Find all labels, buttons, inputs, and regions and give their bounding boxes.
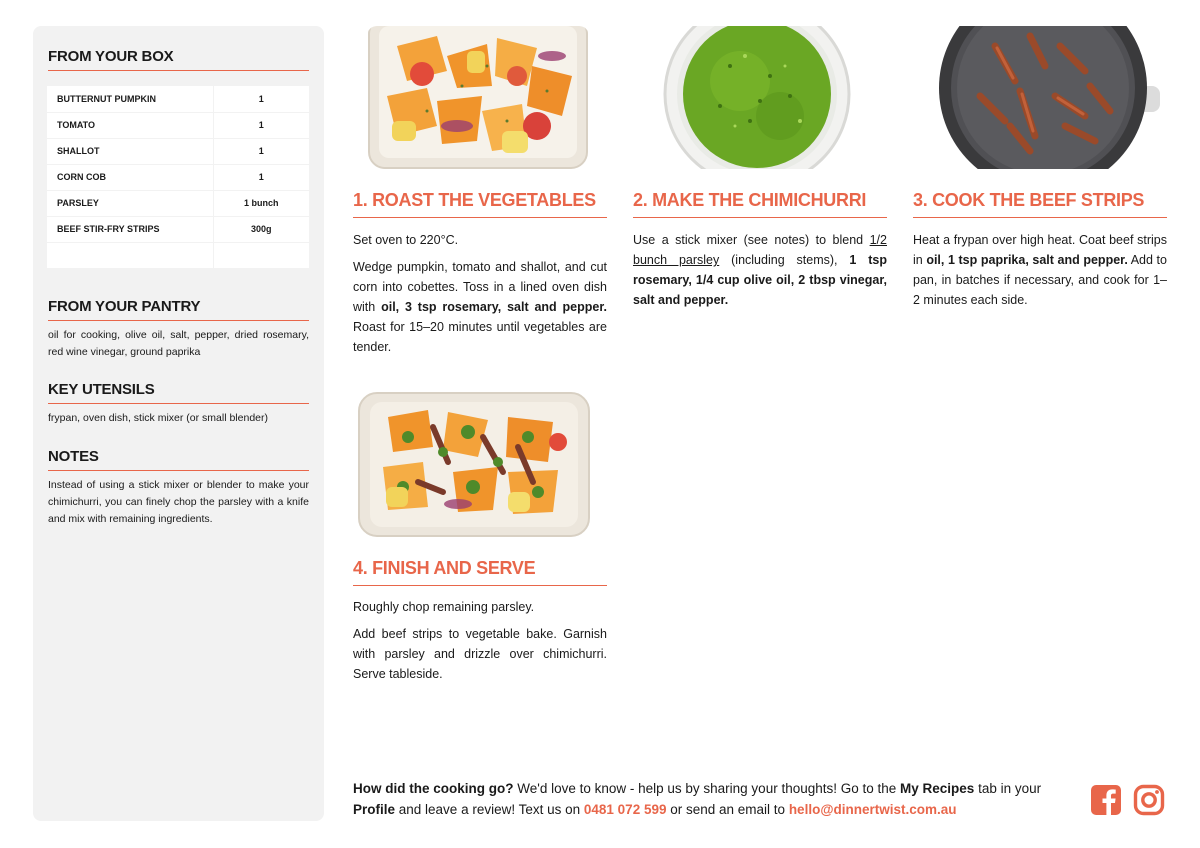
ingredients-table bbox=[47, 86, 309, 269]
ingredient-name bbox=[47, 242, 213, 268]
utensils-text: frypan, oven dish, stick mixer (or small blender) bbox=[48, 412, 268, 424]
step-1-body bbox=[353, 230, 607, 364]
ingredient-name: CORN COB bbox=[47, 164, 213, 190]
ingredient-row bbox=[47, 86, 309, 112]
finish-and-serve-image bbox=[358, 392, 590, 537]
step-4-body bbox=[353, 597, 607, 691]
ingredient-row bbox=[47, 112, 309, 138]
ingredient-qty: 300g bbox=[213, 216, 309, 242]
ingredient-qty bbox=[213, 242, 309, 268]
step-1-text-1: Set oven to 220°C. bbox=[353, 233, 459, 247]
ingredient-row bbox=[47, 138, 309, 164]
chimichurri-image bbox=[660, 26, 855, 169]
step-1-title: 1. ROAST THE VEGETABLES bbox=[353, 190, 607, 218]
ingredient-row bbox=[47, 242, 309, 268]
ingredient-qty: 1 bunch bbox=[213, 190, 309, 216]
step-4-text-1: Roughly chop remaining parsley. bbox=[353, 600, 535, 614]
step-2-title: 2. MAKE THE CHIMICHURRI bbox=[633, 190, 887, 218]
notes-text: Instead of using a stick mixer or blender to make your chimichurri, you can finely chop the parsley with a knife and mix with remaining ingredients. bbox=[48, 479, 309, 525]
beef-strips-image bbox=[935, 26, 1160, 169]
key-utensils-title: KEY UTENSILS bbox=[48, 381, 309, 404]
ingredient-name: PARSLEY bbox=[47, 190, 213, 216]
ingredient-name: SHALLOT bbox=[47, 138, 213, 164]
email-link[interactable]: hello@dinnertwist.com.au bbox=[788, 802, 957, 817]
from-your-box-title: FROM YOUR BOX bbox=[48, 48, 309, 71]
footer-question: How did the cooking go? bbox=[353, 781, 514, 796]
ingredient-name: BUTTERNUT PUMPKIN bbox=[47, 86, 213, 112]
step-3-title: 3. COOK THE BEEF STRIPS bbox=[913, 190, 1167, 218]
ingredient-name: BEEF STIR-FRY STRIPS bbox=[47, 216, 213, 242]
my-recipes-link[interactable]: My Recipes bbox=[900, 781, 975, 796]
profile-link[interactable]: Profile bbox=[353, 802, 396, 817]
roast-vegetables-image bbox=[367, 26, 589, 169]
step-3-text-1: Heat a frypan over high heat. Coat beef strips in oil, 1 tsp paprika, salt and pepper. Add to pan, in batches if necessary, and cook for 1–2 minutes each side. bbox=[913, 233, 1167, 307]
step-1-text-2: Wedge pumpkin, tomato and shallot, and cut corn into cobettes. Toss in a lined oven dish with oil, 3 tsp rosemary, salt and pepper. Roast for 15–20 minutes until vegetables are tender. bbox=[353, 260, 608, 354]
step-4-title: 4. FINISH AND SERVE bbox=[353, 558, 607, 586]
ingredient-row bbox=[47, 216, 309, 242]
instagram-icon[interactable] bbox=[1133, 784, 1165, 816]
chimichurri-photo bbox=[660, 26, 855, 169]
ingredient-qty: 1 bbox=[213, 112, 309, 138]
from-your-pantry-title: FROM YOUR PANTRY bbox=[48, 298, 309, 321]
feedback-footer: How did the cooking go? We'd love to know - help us by sharing your thoughts! Go to the My Recipes tab in your Profile and leave a review! Text us on 0481 072 599 or send an email to hello@dinnertwist.com.au bbox=[353, 781, 1042, 817]
step-3-body bbox=[913, 230, 1167, 317]
pantry-text: oil for cooking, olive oil, salt, pepper, dried rosemary, red wine vinegar, ground paprika bbox=[48, 329, 309, 358]
step-4-text-2: Add beef strips to vegetable bake. Garnish with parsley and drizzle over chimichurri. Serve tableside. bbox=[353, 627, 607, 681]
ingredient-name: TOMATO bbox=[47, 112, 213, 138]
ingredient-row bbox=[47, 164, 309, 190]
ingredient-qty: 1 bbox=[213, 138, 309, 164]
sidebar bbox=[33, 26, 324, 821]
phone-link[interactable]: 0481 072 599 bbox=[583, 802, 667, 817]
facebook-icon[interactable] bbox=[1090, 784, 1122, 816]
step-2-body bbox=[633, 230, 887, 317]
ingredient-row bbox=[47, 190, 309, 216]
roast-vegetables-photo bbox=[367, 26, 589, 169]
ingredient-qty: 1 bbox=[213, 164, 309, 190]
ingredient-qty: 1 bbox=[213, 86, 309, 112]
step-2-text-1: Use a stick mixer (see notes) to blend 1/2 bunch parsley (including stems), 1 tsp rosemary, 1/4 cup olive oil, 2 tbsp vinegar, salt and pepper. bbox=[633, 233, 887, 307]
finish-and-serve-photo bbox=[358, 392, 590, 537]
beef-strips-photo bbox=[935, 26, 1160, 169]
notes-title: NOTES bbox=[48, 448, 309, 471]
